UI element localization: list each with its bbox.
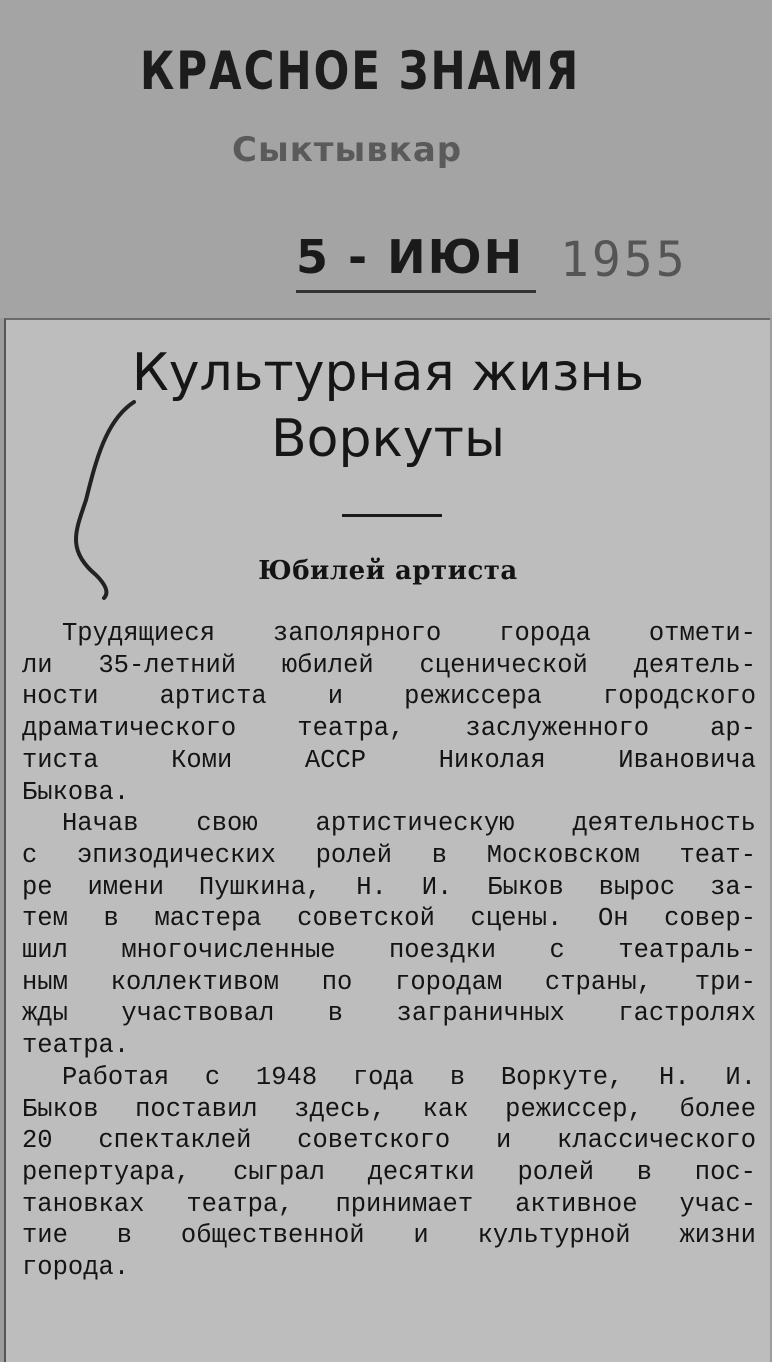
paragraph-3	[22, 1062, 756, 1284]
article-body	[22, 618, 756, 1284]
text-line: Быков поставил здесь, как режиссер, более	[22, 1094, 756, 1124]
text-line: города.	[22, 1253, 130, 1283]
text-line: театра.	[22, 1031, 130, 1061]
headline-line-2: Воркуты	[270, 409, 506, 469]
newspaper-clipping	[4, 318, 770, 1362]
text-line: репертуара, сыграл десятки ролей в пос-	[22, 1157, 756, 1187]
paragraph-1	[22, 618, 756, 808]
headline-line-1: Культурная жизнь	[131, 343, 645, 403]
stamp-date-underline	[296, 290, 536, 293]
text-line: ре имени Пушкина, Н. И. Быков вырос за-	[22, 872, 756, 902]
text-line: Работая с 1948 года в Воркуте, Н. И.	[62, 1062, 756, 1092]
text-line: Быкова.	[22, 777, 130, 807]
stamp-date: 5 - ИЮН	[296, 230, 525, 284]
text-line: драматического театра, заслуженного ар-	[22, 714, 756, 744]
text-line: тиста Коми АССР Николая Ивановича	[22, 745, 756, 775]
stamp-newspaper-name: КРАСНОЕ ЗНАМЯ	[140, 40, 581, 102]
text-line: тем в мастера советской сцены. Он совер-	[22, 904, 756, 934]
article-subheadline: Юбилей артиста	[258, 556, 518, 586]
text-line: ным коллективом по городам страны, три-	[22, 967, 756, 997]
text-line: тие в общественной и культурной жизни	[22, 1221, 756, 1251]
paragraph-2	[22, 808, 756, 1062]
text-line: ности артиста и режиссера городского	[22, 682, 756, 712]
text-line: ли 35-летний юбилей сценической деятель-	[22, 650, 756, 680]
text-line: с эпизодических ролей в Московском теат-	[22, 840, 756, 870]
text-line: 20 спектаклей советского и классического	[22, 1126, 756, 1156]
text-line: Начав свою артистическую деятельность	[62, 809, 756, 839]
text-line: Трудящиеся заполярного города отмети-	[62, 619, 756, 648]
stamp-year: 1955	[560, 232, 688, 288]
stamp-city: Сыктывкар	[232, 130, 463, 170]
text-line: тановках театра, принимает активное учас-	[22, 1189, 756, 1219]
archive-stamp-area	[0, 0, 772, 318]
text-line: жды участвовал в заграничных гастролях	[22, 999, 756, 1029]
text-line: шил многочисленные поездки с театраль-	[22, 936, 756, 966]
headline-divider	[342, 514, 442, 517]
